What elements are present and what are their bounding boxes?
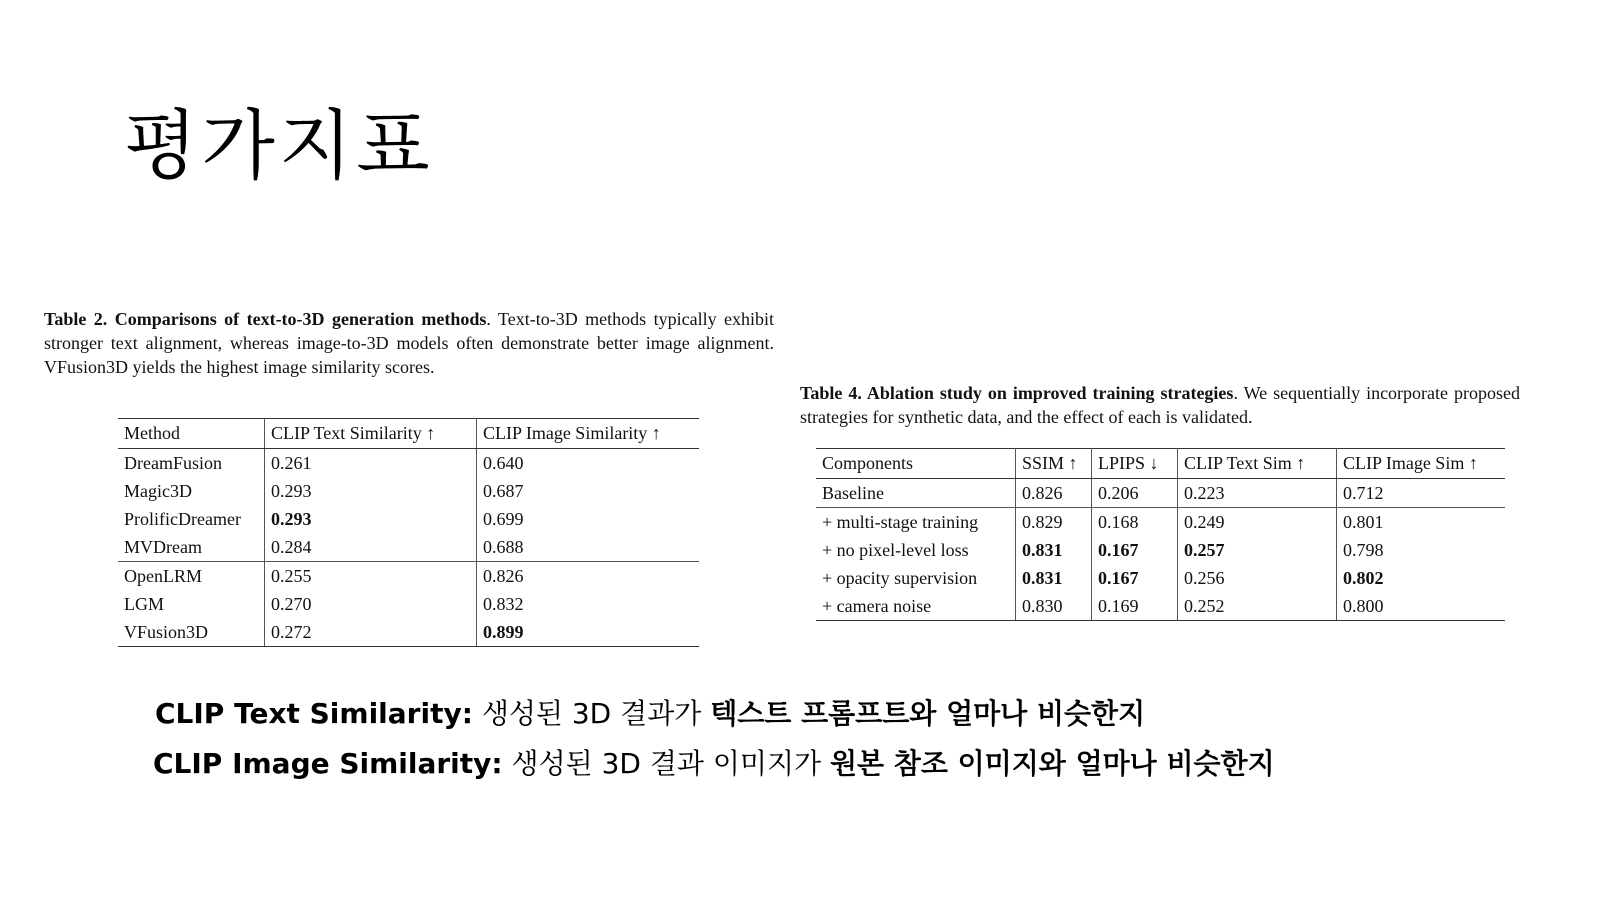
- value-cell: 0.831: [1016, 564, 1092, 592]
- value-cell: 0.699: [483, 508, 524, 529]
- value-cell: 0.293: [265, 477, 477, 505]
- column-header: CLIP Image Similarity ↑: [477, 419, 700, 449]
- table-header-row: [816, 449, 1505, 479]
- method-cell: ProlificDreamer: [118, 505, 265, 533]
- value-cell: 0.687: [483, 480, 524, 501]
- table-row: [118, 477, 699, 505]
- column-header: CLIP Text Similarity ↑: [265, 419, 477, 449]
- value-cell: 0.167: [1092, 536, 1178, 564]
- value-cell: 0.270: [265, 590, 477, 618]
- component-cell: + camera noise: [816, 592, 1016, 621]
- table-row: [118, 590, 699, 618]
- value-cell: 0.168: [1092, 508, 1178, 537]
- method-cell: MVDream: [118, 533, 265, 562]
- column-header: Method: [118, 419, 265, 449]
- column-header: LPIPS ↓: [1092, 449, 1178, 479]
- value-cell: 0.293: [265, 505, 477, 533]
- value-cell: 0.272: [265, 618, 477, 647]
- table2-caption-title: Table 2. Comparisons of text-to-3D generation methods: [44, 309, 487, 329]
- value-cell: 0.831: [1016, 536, 1092, 564]
- component-cell: + no pixel-level loss: [816, 536, 1016, 564]
- value-cell: 0.688: [477, 533, 700, 562]
- value-cell: 0.252: [1178, 592, 1337, 621]
- definition-clip-image: [153, 747, 1275, 780]
- column-header: Components: [816, 449, 1016, 479]
- table-row: [118, 562, 699, 591]
- value-cell: 0.255: [265, 562, 477, 591]
- table-row: [118, 505, 699, 533]
- table4: [816, 448, 1505, 621]
- value-cell: 0.249: [1178, 508, 1337, 537]
- definition-emphasis: 원본 참조 이미지와 얼마나 비슷한지: [829, 747, 1275, 780]
- table-row: [816, 508, 1505, 537]
- table-row: [118, 449, 699, 478]
- method-cell: OpenLRM: [118, 562, 265, 591]
- value-cell: 0.899: [477, 618, 700, 647]
- value-cell: 0.801: [1343, 511, 1384, 532]
- component-cell: Baseline: [816, 479, 1016, 508]
- table4-caption-text: . We sequentially incorporate proposed strategies for synthetic data, and the effect of each is validated.: [800, 383, 1520, 427]
- value-cell: 0.261: [265, 449, 477, 478]
- value-cell: 0.169: [1092, 592, 1178, 621]
- definition-term: CLIP Text Similarity:: [155, 697, 473, 730]
- column-header: CLIP Image Sim ↑: [1337, 449, 1506, 479]
- value-cell: 0.829: [1016, 508, 1092, 537]
- value-cell: 0.223: [1178, 479, 1337, 508]
- method-cell: VFusion3D: [118, 618, 265, 647]
- value-cell: 0.167: [1092, 564, 1178, 592]
- definition-emphasis: 텍스트 프롬프트와 얼마나 비슷한지: [710, 697, 1146, 730]
- value-cell: 0.826: [483, 565, 524, 586]
- value-cell: 0.206: [1092, 479, 1178, 508]
- value-cell: 0.284: [265, 533, 477, 562]
- value-cell: 0.826: [1016, 479, 1092, 508]
- table-row: [816, 479, 1505, 508]
- column-header: SSIM ↑: [1016, 449, 1092, 479]
- value-cell: 0.832: [483, 593, 524, 614]
- definition-clip-text: [155, 697, 1146, 730]
- table-header-row: [118, 419, 699, 449]
- table-row: [118, 618, 699, 647]
- table-row: [816, 536, 1505, 564]
- value-cell: 0.256: [1178, 564, 1337, 592]
- component-cell: + multi-stage training: [816, 508, 1016, 537]
- table2-caption: [44, 307, 774, 379]
- method-cell: LGM: [118, 590, 265, 618]
- method-cell: DreamFusion: [118, 449, 265, 478]
- value-cell: 0.712: [1337, 479, 1506, 508]
- definition-text: 생성된 3D 결과가: [472, 697, 711, 730]
- table4-caption-title: Table 4. Ablation study on improved training strategies: [800, 383, 1234, 403]
- table-row: [816, 564, 1505, 592]
- method-cell: Magic3D: [118, 477, 265, 505]
- value-cell: 0.257: [1178, 536, 1337, 564]
- table4-caption: [800, 381, 1520, 429]
- value-cell: 0.798: [1343, 539, 1384, 560]
- table-row: [118, 533, 699, 562]
- definition-term: CLIP Image Similarity:: [153, 747, 503, 780]
- slide-title: 평가지표: [124, 101, 434, 190]
- table-row: [816, 592, 1505, 621]
- value-cell: 0.802: [1343, 567, 1384, 588]
- table2-caption-text: . Text-to-3D methods typically exhibit stronger text alignment, whereas image-to-3D models often demonstrate better image alignment. VFusion3D yields the highest image similarity scores.: [44, 309, 774, 377]
- value-cell: 0.640: [483, 452, 524, 473]
- definition-text: 생성된 3D 결과 이미지가: [502, 747, 830, 780]
- value-cell: 0.830: [1016, 592, 1092, 621]
- table2: [118, 418, 699, 647]
- column-header: CLIP Text Sim ↑: [1178, 449, 1337, 479]
- value-cell: 0.800: [1337, 592, 1506, 621]
- component-cell: + opacity supervision: [816, 564, 1016, 592]
